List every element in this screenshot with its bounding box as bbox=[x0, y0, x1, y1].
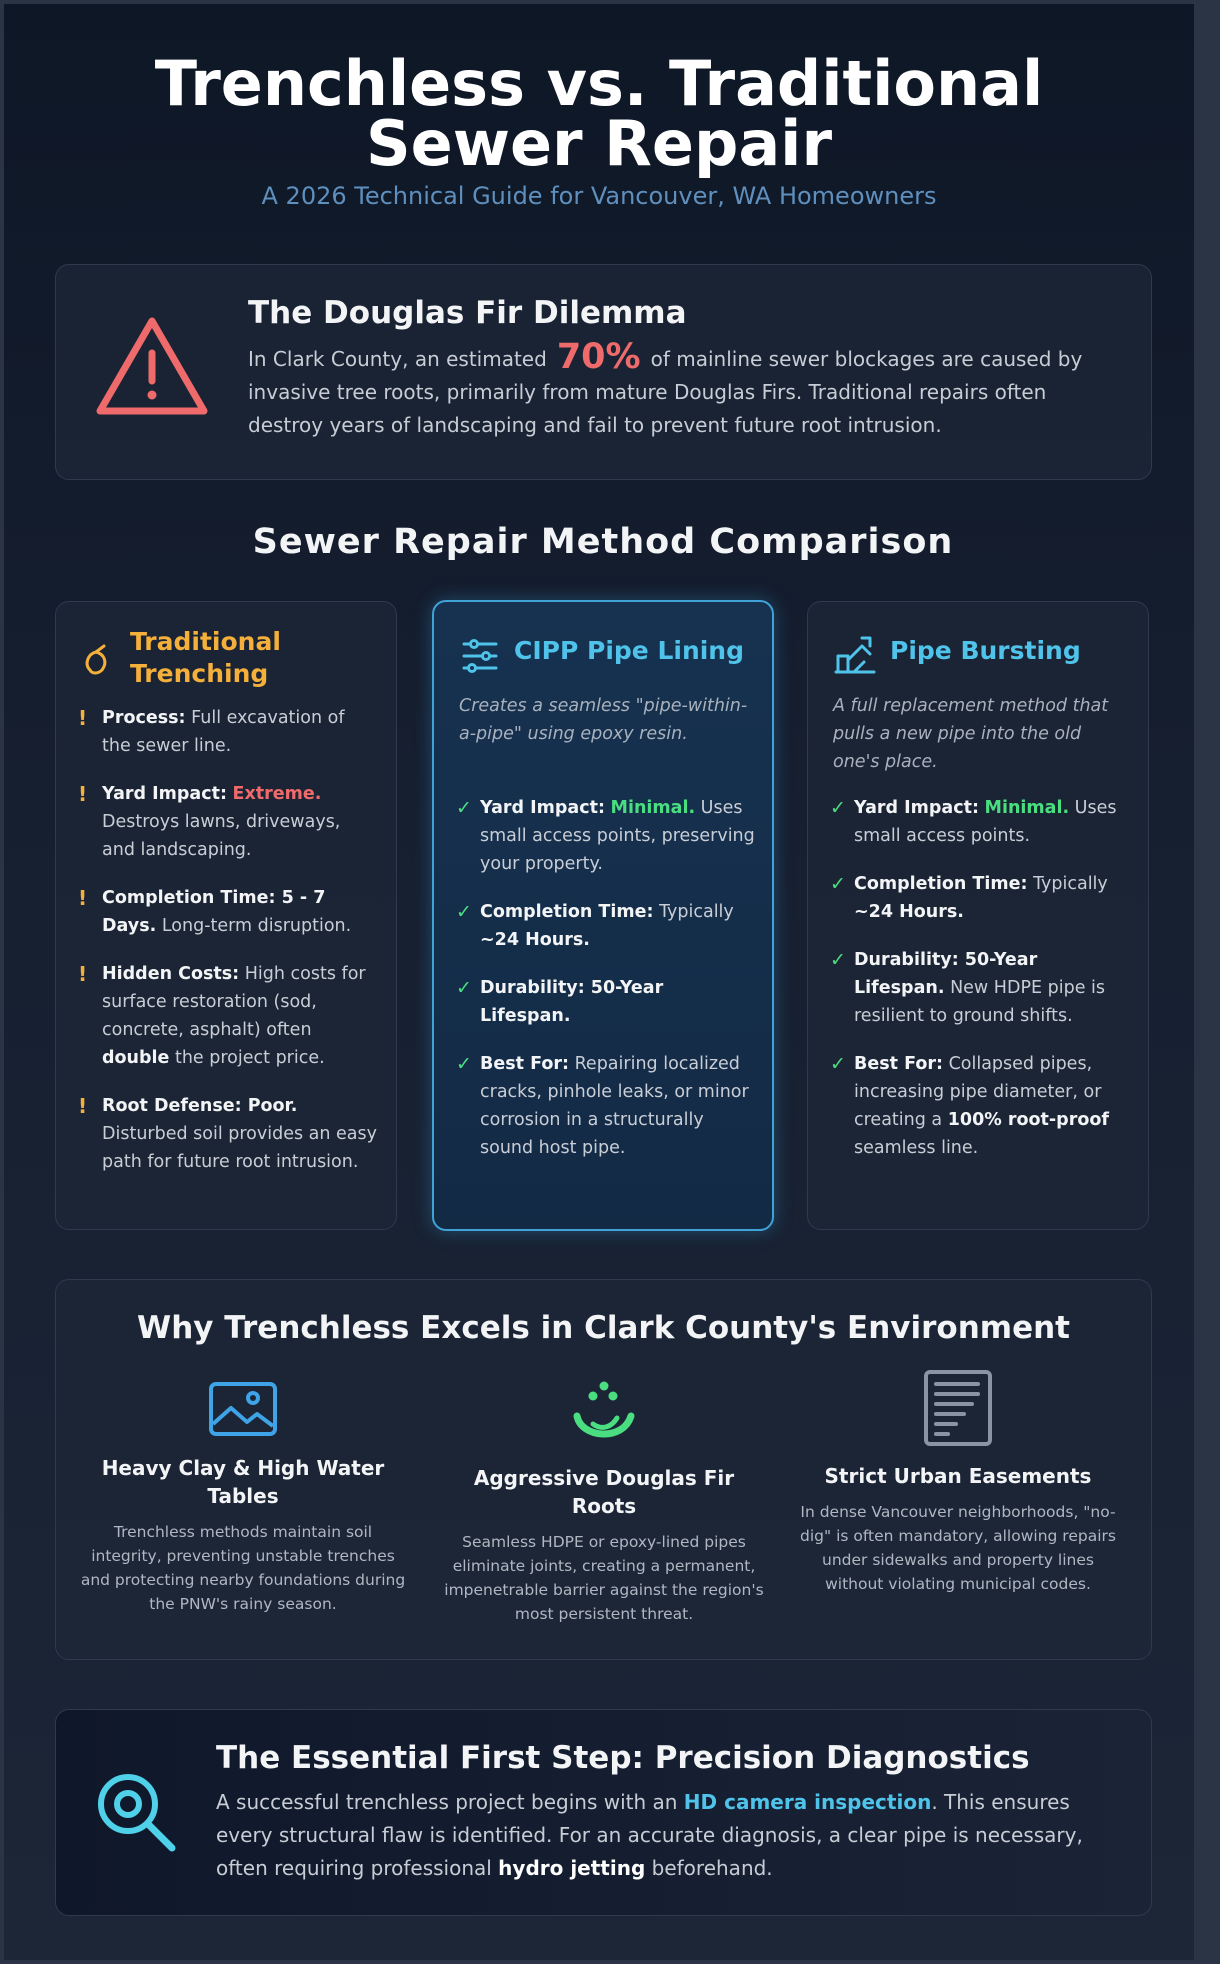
item-text: seamless line. bbox=[854, 1138, 979, 1158]
item-text: Destroys lawns, driveways, and landscaping. bbox=[102, 812, 341, 860]
list-item bbox=[830, 946, 1130, 1030]
traditional-list bbox=[78, 704, 378, 1196]
item-label: Yard Impact: bbox=[480, 798, 605, 818]
exclamation-icon: ! bbox=[78, 706, 88, 730]
item-label: Completion Time: bbox=[480, 902, 654, 922]
list-item bbox=[830, 794, 1130, 850]
bursting-list bbox=[830, 794, 1130, 1182]
exclamation-icon: ! bbox=[78, 962, 88, 986]
feature-title: Aggressive Douglas Fir Roots bbox=[473, 1466, 735, 1518]
document-icon bbox=[920, 1368, 996, 1446]
item-text: Typically bbox=[659, 902, 734, 922]
item-text: High costs for surface restoration (sod, concrete, asphalt) often bbox=[102, 964, 366, 1040]
item-text: Full excavation of the sewer line. bbox=[102, 708, 345, 756]
dilemma-title: The Douglas Fir Dilemma bbox=[248, 295, 687, 331]
hd-camera-inspection-highlight: HD camera inspection bbox=[683, 1790, 932, 1814]
item-text: Uses small access points. bbox=[854, 798, 1117, 846]
feature-text: Seamless HDPE or epoxy-lined pipes eliminate joints, creating a permanent, impenetrable barrier against the region's most persistent threat. bbox=[444, 1533, 764, 1623]
item-label: Hidden Costs: bbox=[102, 964, 240, 984]
list-item bbox=[456, 794, 756, 878]
exclamation-icon: ! bbox=[78, 886, 88, 910]
item-text: the project price. bbox=[174, 1048, 325, 1068]
traditional-header bbox=[82, 626, 281, 690]
item-text: Typically bbox=[1033, 874, 1108, 894]
why-trenchless-card bbox=[55, 1279, 1152, 1660]
check-icon: ✓ bbox=[456, 797, 472, 819]
feature-title: Strict Urban Easements bbox=[824, 1464, 1092, 1488]
magnifier-icon bbox=[94, 1770, 178, 1854]
traditional-title-line1: Traditional bbox=[130, 627, 281, 656]
check-icon: ✓ bbox=[830, 873, 846, 895]
item-text: New HDPE pipe is resilient to ground shifts. bbox=[854, 978, 1106, 1026]
item-text: Collapsed pipes, increasing pipe diameter, or creating a bbox=[854, 1054, 1102, 1130]
item-bold: ~24 Hours. bbox=[854, 902, 964, 922]
diagnostics-text-3: beforehand. bbox=[651, 1856, 773, 1880]
cipp-description: Creates a seamless "pipe-within-a-pipe" using epoxy resin. bbox=[459, 696, 748, 744]
diagnostics-title: The Essential First Step: Precision Diagnostics bbox=[216, 1740, 1030, 1776]
list-item bbox=[78, 1092, 378, 1176]
pipe-bursting-card bbox=[807, 601, 1149, 1230]
pipe-bursting-icon bbox=[834, 634, 876, 676]
item-bold: double bbox=[102, 1048, 170, 1068]
item-text: Uses small access points, preserving your property. bbox=[480, 798, 755, 874]
traditional-trenching-card bbox=[55, 601, 397, 1230]
dilemma-text-before: In Clark County, an estimated bbox=[248, 347, 547, 371]
item-label: Completion Time: 5 - 7 Days. bbox=[102, 888, 326, 936]
check-icon: ✓ bbox=[456, 1053, 472, 1075]
list-item bbox=[78, 780, 378, 864]
exclamation-icon: ! bbox=[78, 782, 88, 806]
dilemma-text-after: of mainline sewer blockages are caused by invasive tree roots, primarily from mature Douglas Firs. Traditional repairs often destroy years of landscaping and fail to prevent future root intrusion. bbox=[248, 347, 1083, 437]
check-icon: ✓ bbox=[830, 949, 846, 971]
item-label: Completion Time: bbox=[854, 874, 1028, 894]
traditional-title-line2: Trenching bbox=[130, 659, 269, 688]
feature-roots bbox=[439, 1374, 769, 1626]
item-label: Process: bbox=[102, 708, 186, 728]
check-icon: ✓ bbox=[456, 977, 472, 999]
bursting-header bbox=[834, 626, 1081, 676]
feature-title: Heavy Clay & High Water Tables bbox=[101, 1456, 385, 1508]
feature-easements bbox=[793, 1368, 1123, 1596]
item-label: Yard Impact: bbox=[854, 798, 979, 818]
list-item bbox=[456, 1050, 756, 1162]
cipp-list bbox=[456, 794, 756, 1182]
diagnostics-text-1: A successful trenchless project begins with an bbox=[216, 1790, 678, 1814]
item-label: Yard Impact: bbox=[102, 784, 227, 804]
diagnostics-card bbox=[55, 1709, 1152, 1916]
check-icon: ✓ bbox=[456, 901, 472, 923]
list-item bbox=[78, 704, 378, 760]
comparison-title: Sewer Repair Method Comparison bbox=[252, 522, 954, 562]
page-title: Trenchless vs. Traditional Sewer Repair bbox=[154, 47, 1044, 180]
cipp-header bbox=[460, 626, 744, 676]
cipp-pipe-lining-card bbox=[432, 600, 774, 1231]
check-icon: ✓ bbox=[830, 797, 846, 819]
why-title: Why Trenchless Excels in Clark County's Environment bbox=[137, 1310, 1070, 1346]
item-text: Long-term disruption. bbox=[161, 916, 352, 936]
list-item bbox=[78, 884, 378, 940]
item-highlight: Minimal. bbox=[610, 798, 696, 818]
item-text: Repairing localized cracks, pinhole leaks, or minor corrosion in a structurally sound host pipe. bbox=[480, 1054, 749, 1158]
item-label: Durability: 50-Year Lifespan. bbox=[854, 950, 1038, 998]
exclamation-icon: ! bbox=[78, 1094, 88, 1118]
feature-text: In dense Vancouver neighborhoods, "no-dig" is often mandatory, allowing repairs under sidewalks and property lines without violating municipal codes. bbox=[800, 1503, 1116, 1593]
bursting-title: Pipe Bursting bbox=[890, 636, 1081, 665]
item-bold: 100% root-proof bbox=[947, 1110, 1109, 1130]
list-item bbox=[830, 870, 1130, 926]
cipp-title: CIPP Pipe Lining bbox=[514, 636, 745, 665]
shovel-icon bbox=[82, 640, 116, 680]
diagnostics-text-2: . This ensures every structural flaw is identified. For an accurate diagnosis, a clear pipe is necessary, often requiring professional bbox=[216, 1790, 1083, 1880]
sliders-icon bbox=[460, 636, 500, 676]
feature-text: Trenchless methods maintain soil integrity, preventing unstable trenches and protecting nearby foundations during the PNW's rainy season. bbox=[80, 1523, 406, 1613]
list-item bbox=[830, 1050, 1130, 1162]
list-item bbox=[456, 898, 756, 954]
feature-clay bbox=[78, 1380, 408, 1616]
item-label: Best For: bbox=[854, 1054, 943, 1074]
dilemma-stat: 70% bbox=[556, 337, 641, 377]
item-label: Root Defense: Poor. bbox=[102, 1096, 298, 1116]
image-icon bbox=[207, 1380, 279, 1438]
hydro-jetting-highlight: hydro jetting bbox=[498, 1856, 646, 1880]
item-label: Durability: 50-Year Lifespan. bbox=[480, 978, 664, 1026]
check-icon: ✓ bbox=[830, 1053, 846, 1075]
list-item bbox=[78, 960, 378, 1072]
bursting-description: A full replacement method that pulls a new pipe into the old one's place. bbox=[833, 696, 1109, 772]
item-label: Best For: bbox=[480, 1054, 569, 1074]
item-highlight: Extreme. bbox=[232, 784, 322, 804]
list-item bbox=[456, 974, 756, 1030]
item-highlight: Minimal. bbox=[984, 798, 1070, 818]
item-bold: ~24 Hours. bbox=[480, 930, 590, 950]
page-subtitle: A 2026 Technical Guide for Vancouver, WA Homeowners bbox=[261, 182, 937, 210]
diagnostics-text bbox=[216, 1786, 1116, 1885]
warning-triangle-icon bbox=[94, 315, 210, 419]
douglas-fir-dilemma-card bbox=[55, 264, 1152, 480]
sprout-icon bbox=[567, 1374, 641, 1448]
traditional-title bbox=[130, 626, 281, 690]
dilemma-text bbox=[248, 337, 1118, 442]
item-text: Disturbed soil provides an easy path for future root intrusion. bbox=[102, 1124, 378, 1172]
